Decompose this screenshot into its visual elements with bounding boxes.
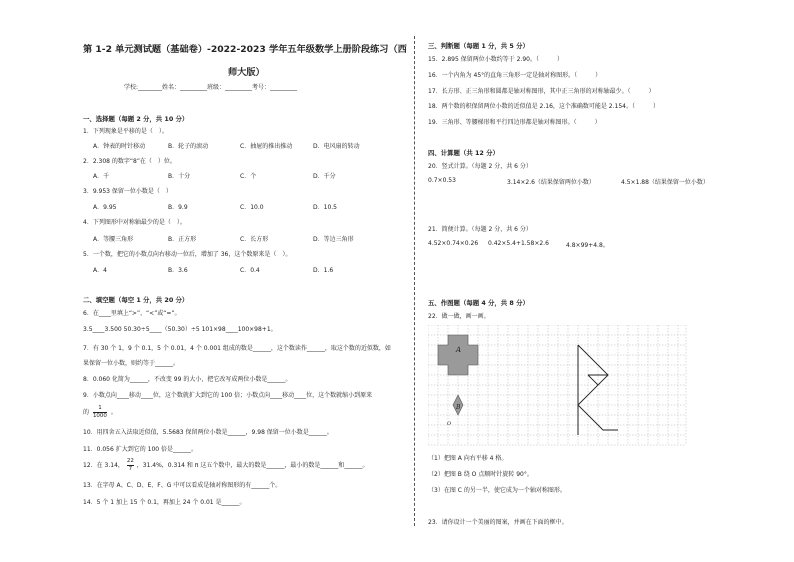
q9-fraction-numerator: 1: [93, 405, 107, 413]
question-1: 1．下列现象是平移的是（ ）。: [83, 128, 168, 135]
page-title-line1: 第 1-2 单元测试题（基础卷）-2022-2023 学年五年级数学上册阶段练习（西: [83, 44, 407, 55]
shape-a-label: A: [456, 346, 462, 354]
q12-fraction: [127, 458, 134, 473]
q5-option-b: B．3.6: [168, 267, 188, 274]
q5-option-a: A．4: [93, 267, 107, 274]
question-23: 23．请你设计一个美丽的图案，并画在下面的框中。: [428, 519, 568, 526]
section5-heading: 五、作图题（每题 4 分，共 8 分）: [428, 299, 529, 307]
question-5: 5．一个数，把它的小数点向右移动一位后，增加了 36，这个数原来是（ ）。: [83, 251, 292, 258]
q3-option-d: D．10.5: [313, 204, 337, 211]
q5-option-d: D．1.6: [313, 267, 334, 274]
q21-item-1: 4.52×0.74×0.26: [428, 240, 479, 247]
q9-fraction: [93, 405, 107, 420]
shape-a-cross: [438, 335, 478, 375]
question-6: 6．在____里填上“>”、“<”或“=”。: [83, 310, 181, 317]
question-12: [83, 458, 368, 473]
q4-option-b: B．正方形: [168, 236, 197, 243]
q12-fraction-numerator: 22: [126, 458, 134, 464]
column-divider: [414, 36, 415, 526]
q12-suffix: ，31.4%，0.314 和 π 这五个数中，最大的数是______，最小的数是______和______。: [136, 462, 369, 469]
shape-c-half: [578, 345, 618, 430]
q2-option-c: C．个: [240, 173, 257, 180]
q1-option-a: A．钟表的时针移动: [93, 143, 146, 150]
question-22: 22．做一做，画一画。: [428, 313, 490, 320]
q21-item-2: 0.42×5.4+1.58×2.6: [488, 240, 549, 247]
q9-suffix: 。: [110, 409, 117, 416]
q5-option-c: C．0.4: [240, 267, 260, 274]
q3-option-a: A．9.95: [93, 204, 117, 211]
q20-item-2: 3.14×2.6（结果保留两位小数）: [507, 179, 595, 186]
q12-prefix: 12．在 3.14，: [83, 462, 124, 469]
step-1: （1）把图 A 向右平移 4 格。: [428, 455, 508, 462]
student-info-line: 学校:________姓名：_________班级：_________考号：_________: [124, 84, 298, 91]
q2-option-d: D．千分: [313, 173, 336, 180]
section4-heading: 四、计算题（共 12 分）: [428, 149, 499, 157]
question-15: 15．2.895 保留两位小数约等于 2.90。（ ）: [428, 56, 563, 63]
question-2: 2．2.308 的数字“8”在（ ）位。: [83, 158, 176, 165]
q9-prefix: 的: [83, 409, 90, 416]
question-9-line1: 9．小数点向____移动____位，这个数就扩大到它的 100 倍；小数点向____移动____位，这个数就缩小到原来: [83, 392, 373, 399]
q20-item-1: 0.7×0.53: [428, 177, 456, 184]
step-2: （2）把图 B 绕 O 点顺时针旋转 90°。: [428, 471, 533, 478]
question-19: 19．三角形、等腰梯形和平行四边形都是轴对称图形。（ ）: [428, 119, 601, 126]
question-18: 18．两个数的积保留两位小数的近似值是 2.16，这个准确数可能是 2.154。（ ）: [428, 103, 659, 110]
question-16: 16．一个内角为 45°的直角三角形一定是轴对称图形。（ ）: [428, 72, 602, 79]
page-title-line2: 师大版）: [228, 67, 265, 78]
question-21: 21．简便计算。（每题 2 分，共 6 分）: [428, 226, 532, 233]
question-11: 11．0.056 扩大到它的 100 倍是______。: [83, 446, 197, 453]
question-14: 14．5 个 1 加上 15 个 0.1，再加上 24 个 0.01 是______。: [83, 499, 246, 506]
section1-heading: 一、选择题（每题 2 分，共 10 分）: [83, 115, 189, 123]
section3-heading: 三、判断题（每题 1 分，共 5 分）: [428, 42, 529, 50]
shape-b-label: B: [456, 404, 461, 411]
q1-option-d: D．电风扇的转动: [313, 143, 360, 150]
point-o-label: O: [447, 421, 452, 427]
q4-option-a: A．等腰三角形: [93, 236, 134, 243]
q12-fraction-denominator: 7: [128, 466, 133, 472]
question-20: 20．竖式计算。（每题 2 分，共 6 分）: [428, 163, 532, 170]
q3-option-c: C．10.0: [240, 204, 264, 211]
question-7-line2: 果保留一位小数，则约等于______。: [83, 360, 180, 367]
question-6-items: 3.5____3.500 50.30÷5____（50.30）÷5 101×98____100×98+1。: [83, 326, 277, 333]
q3-option-b: B．9.9: [168, 204, 188, 211]
question-7-line1: 7．有 30 个 1，9 个 0.1，5 个 0.01，4 个 0.001 组成的数是______，这个数读作______，取这个数的近似数，如: [83, 345, 391, 352]
question-4: 4．下列图形中对称轴最少的是（ ）。: [83, 219, 186, 226]
step-3: （3）在图 C 的另一半，使它成为一个轴对称图形。: [428, 487, 566, 494]
question-9-line2: [83, 405, 117, 420]
q1-option-b: B．轮子的滚动: [168, 143, 209, 150]
question-8: 8．0.060 化简为______，不改变 99 的大小，把它改写成两位小数是______。: [83, 376, 292, 383]
q2-option-a: A．千: [93, 173, 110, 180]
q2-option-b: B．十分: [168, 173, 191, 180]
q4-option-d: D．等边三角形: [313, 236, 354, 243]
q20-item-3: 4.5×1.88（结果保留一位小数）: [621, 179, 709, 186]
q4-option-c: C．长方形: [240, 236, 269, 243]
question-3: 3．9.953 保留一位小数是（ ）: [83, 188, 172, 195]
section2-heading: 二、填空题（每空 1 分，共 20 分）: [83, 296, 189, 304]
question-17: 17．长方形、正三角形和圆都是轴对称图形，其中正三角形的对称轴最少。（ ）: [428, 88, 655, 95]
q9-fraction-denominator: 1000: [92, 413, 107, 419]
question-13: 13．在字母 A、C、D、E、F、G 中可以看成是轴对称图形的有______个。: [83, 482, 282, 489]
q21-item-3: 4.8×99+4.8。: [566, 242, 609, 249]
q1-option-c: C．抽屉的推出推动: [240, 143, 293, 150]
question-10: 10．用四舍五入法取近似值，5.5683 保留两位小数是______，9.98 保留一位小数是______。: [83, 429, 333, 436]
drawing-grid: [428, 325, 688, 449]
